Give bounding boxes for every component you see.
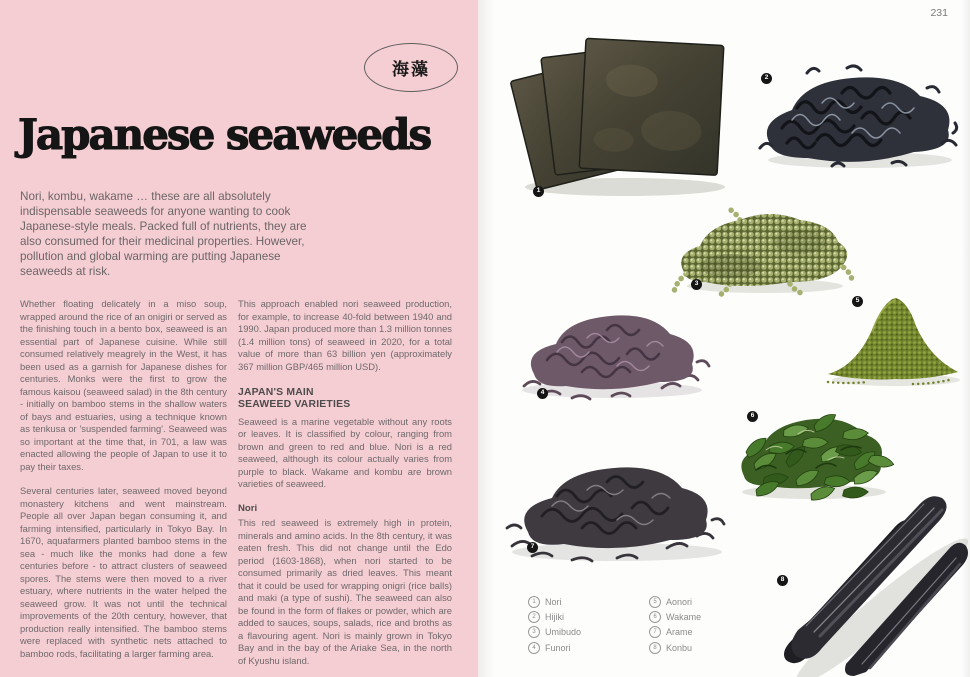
legend-label: Wakame — [666, 612, 702, 623]
legend-item — [528, 596, 623, 608]
nori-illustration — [500, 22, 740, 202]
marker-4-funori — [537, 388, 548, 399]
marker-number: 6 — [750, 412, 755, 420]
hijiki-illustration — [752, 48, 967, 176]
marker-number: 8 — [780, 576, 785, 584]
kanji-seaweed-label: 海藻 — [392, 60, 430, 79]
legend-label: Umibudo — [545, 627, 582, 638]
legend-item — [649, 611, 744, 623]
marker-number: 3 — [694, 280, 699, 288]
section-heading — [238, 387, 452, 412]
page-title: Japanese seaweeds — [18, 110, 431, 159]
page-number: 231 — [930, 7, 948, 19]
body-paragraph: This red seaweed is extremely high in protein, minerals and amino acids. In the 8th century, it was eaten fresh. This did not change until the Edo period (1603-1868), when nori started to be consumed primarily as dried leaves. This meant that it could be used for wrapping onigri (rice balls) and maki (a type of sushi). The seaweed can also be found in the form of flakes or powder, which are added to sauces, soups, salads, rice and broths as a flavouring agent. Nori is mainly grown in Tokyo Bay and in the bay of the Ariake Sea, in the north of Kyushu island. — [238, 517, 452, 666]
legend-label: Konbu — [666, 642, 693, 653]
konbu-illustration — [762, 480, 970, 677]
legend-number-circle: 8 — [649, 642, 661, 654]
legend-number-circle: 6 — [649, 611, 661, 623]
intro-paragraph: Nori, kombu, wakame … these are all absolutely indispensable seaweeds for anyone wanting to cook Japanese-style meals. Packed full of nutrients, they are also consumed for their medicinal properties. However, pollution and global warming are putting Japanese seaweeds at risk. — [20, 190, 307, 279]
text-column-left — [20, 298, 227, 672]
text-column-right — [238, 298, 452, 677]
marker-number: 4 — [540, 389, 545, 397]
legend-number-circle: 3 — [528, 626, 540, 638]
marker-2-hijiki — [761, 73, 772, 84]
legend-label: Nori — [545, 597, 562, 607]
legend-item — [528, 611, 623, 623]
legend-item — [649, 642, 744, 654]
marker-number: 5 — [855, 297, 860, 305]
legend-column-2 — [649, 596, 744, 654]
legend-label: Hijiki — [545, 612, 564, 623]
marker-7-arame — [527, 542, 538, 553]
section-heading-line2: SEAWEED VARIETIES — [238, 399, 351, 411]
legend-item — [528, 626, 623, 638]
legend-item — [649, 596, 744, 608]
legend-number-circle: 4 — [528, 642, 540, 654]
legend-column-1 — [528, 596, 623, 654]
legend-number-circle: 1 — [528, 596, 540, 608]
legend-number-circle: 2 — [528, 611, 540, 623]
legend-item — [649, 626, 744, 638]
legend-label: Arame — [666, 627, 693, 638]
marker-6-wakame — [747, 411, 758, 422]
body-paragraph: Seaweed is a marine vegetable without any roots or leaves. It is classified by colour, ranging from brown and green to red and blue. Nori is a red seaweed, although its colour actually varies from purple to black. Wakame and kombu are brown varieties of seaweed. — [238, 415, 452, 490]
marker-1-nori — [533, 186, 544, 197]
marker-8-konbu — [777, 575, 788, 586]
section-heading-line1: JAPAN'S MAIN — [238, 387, 314, 398]
nori-heading: Nori — [238, 502, 258, 514]
body-paragraph: Several centuries later, seaweed moved beyond monastery kitchens and went mainstream. People all over Japan began consuming it, and farming intensified, particularly in Tokyo Bay. In 1670, aquafarmers planted bamboo stems in the sea - much like the monks had done a few centuries before - to attract clusters of seaweed spores. The stems were then moved to a river estuary, where nutrients in the water helped the seaweed grow. It was not until the technical improvements of the 20th century, however, that production really intensified. The bamboo stems were replaced with synthetic nets attached to bamboo rods, facilitating a larger farming area. — [20, 485, 227, 659]
marker-number: 1 — [536, 187, 541, 195]
aonori-illustration — [818, 286, 968, 392]
marker-number: 7 — [530, 543, 535, 551]
marker-5-aonori — [852, 296, 863, 307]
legend-number-circle: 7 — [649, 626, 661, 638]
legend-number-circle: 5 — [649, 596, 661, 608]
body-paragraph: Whether floating delicately in a miso soup, wrapped around the rice of an onigiri or served as the finishing touch in a bento box, seaweed is an essential part of Japanese cuisine. While still consumed relatively meagrely in the West, it has been used as a garnish for Japanese dishes for centuries. Monks were the first to grow the famous kaisou (seaweed salad) in the 8th century - initially on bamboo stems in the shallow waters of bays and estuaries, using a technique known as tenkusa or 'suspended farming'. Seaweed was so important at the time that, in 701, a law was enacted allowing the people of Japan to use it to pay their taxes. — [20, 298, 227, 472]
legend-label: Funori — [545, 642, 571, 653]
marker-3-umibudo — [691, 279, 702, 290]
legend-item — [528, 642, 623, 654]
marker-number: 2 — [764, 74, 769, 82]
body-paragraph: This approach enabled nori seaweed production, for example, to increase 40-fold between 1940 and 1990. Japan produced more than 1.3 million tonnes (1.4 million tons) of seaweed in 2020, for a total value of more than 63 billion yen (approximately 367 million GBP/465 million USD). — [238, 298, 452, 372]
legend — [528, 596, 748, 654]
kanji-seaweed-badge — [364, 43, 458, 92]
legend-label: Aonori — [666, 597, 693, 607]
